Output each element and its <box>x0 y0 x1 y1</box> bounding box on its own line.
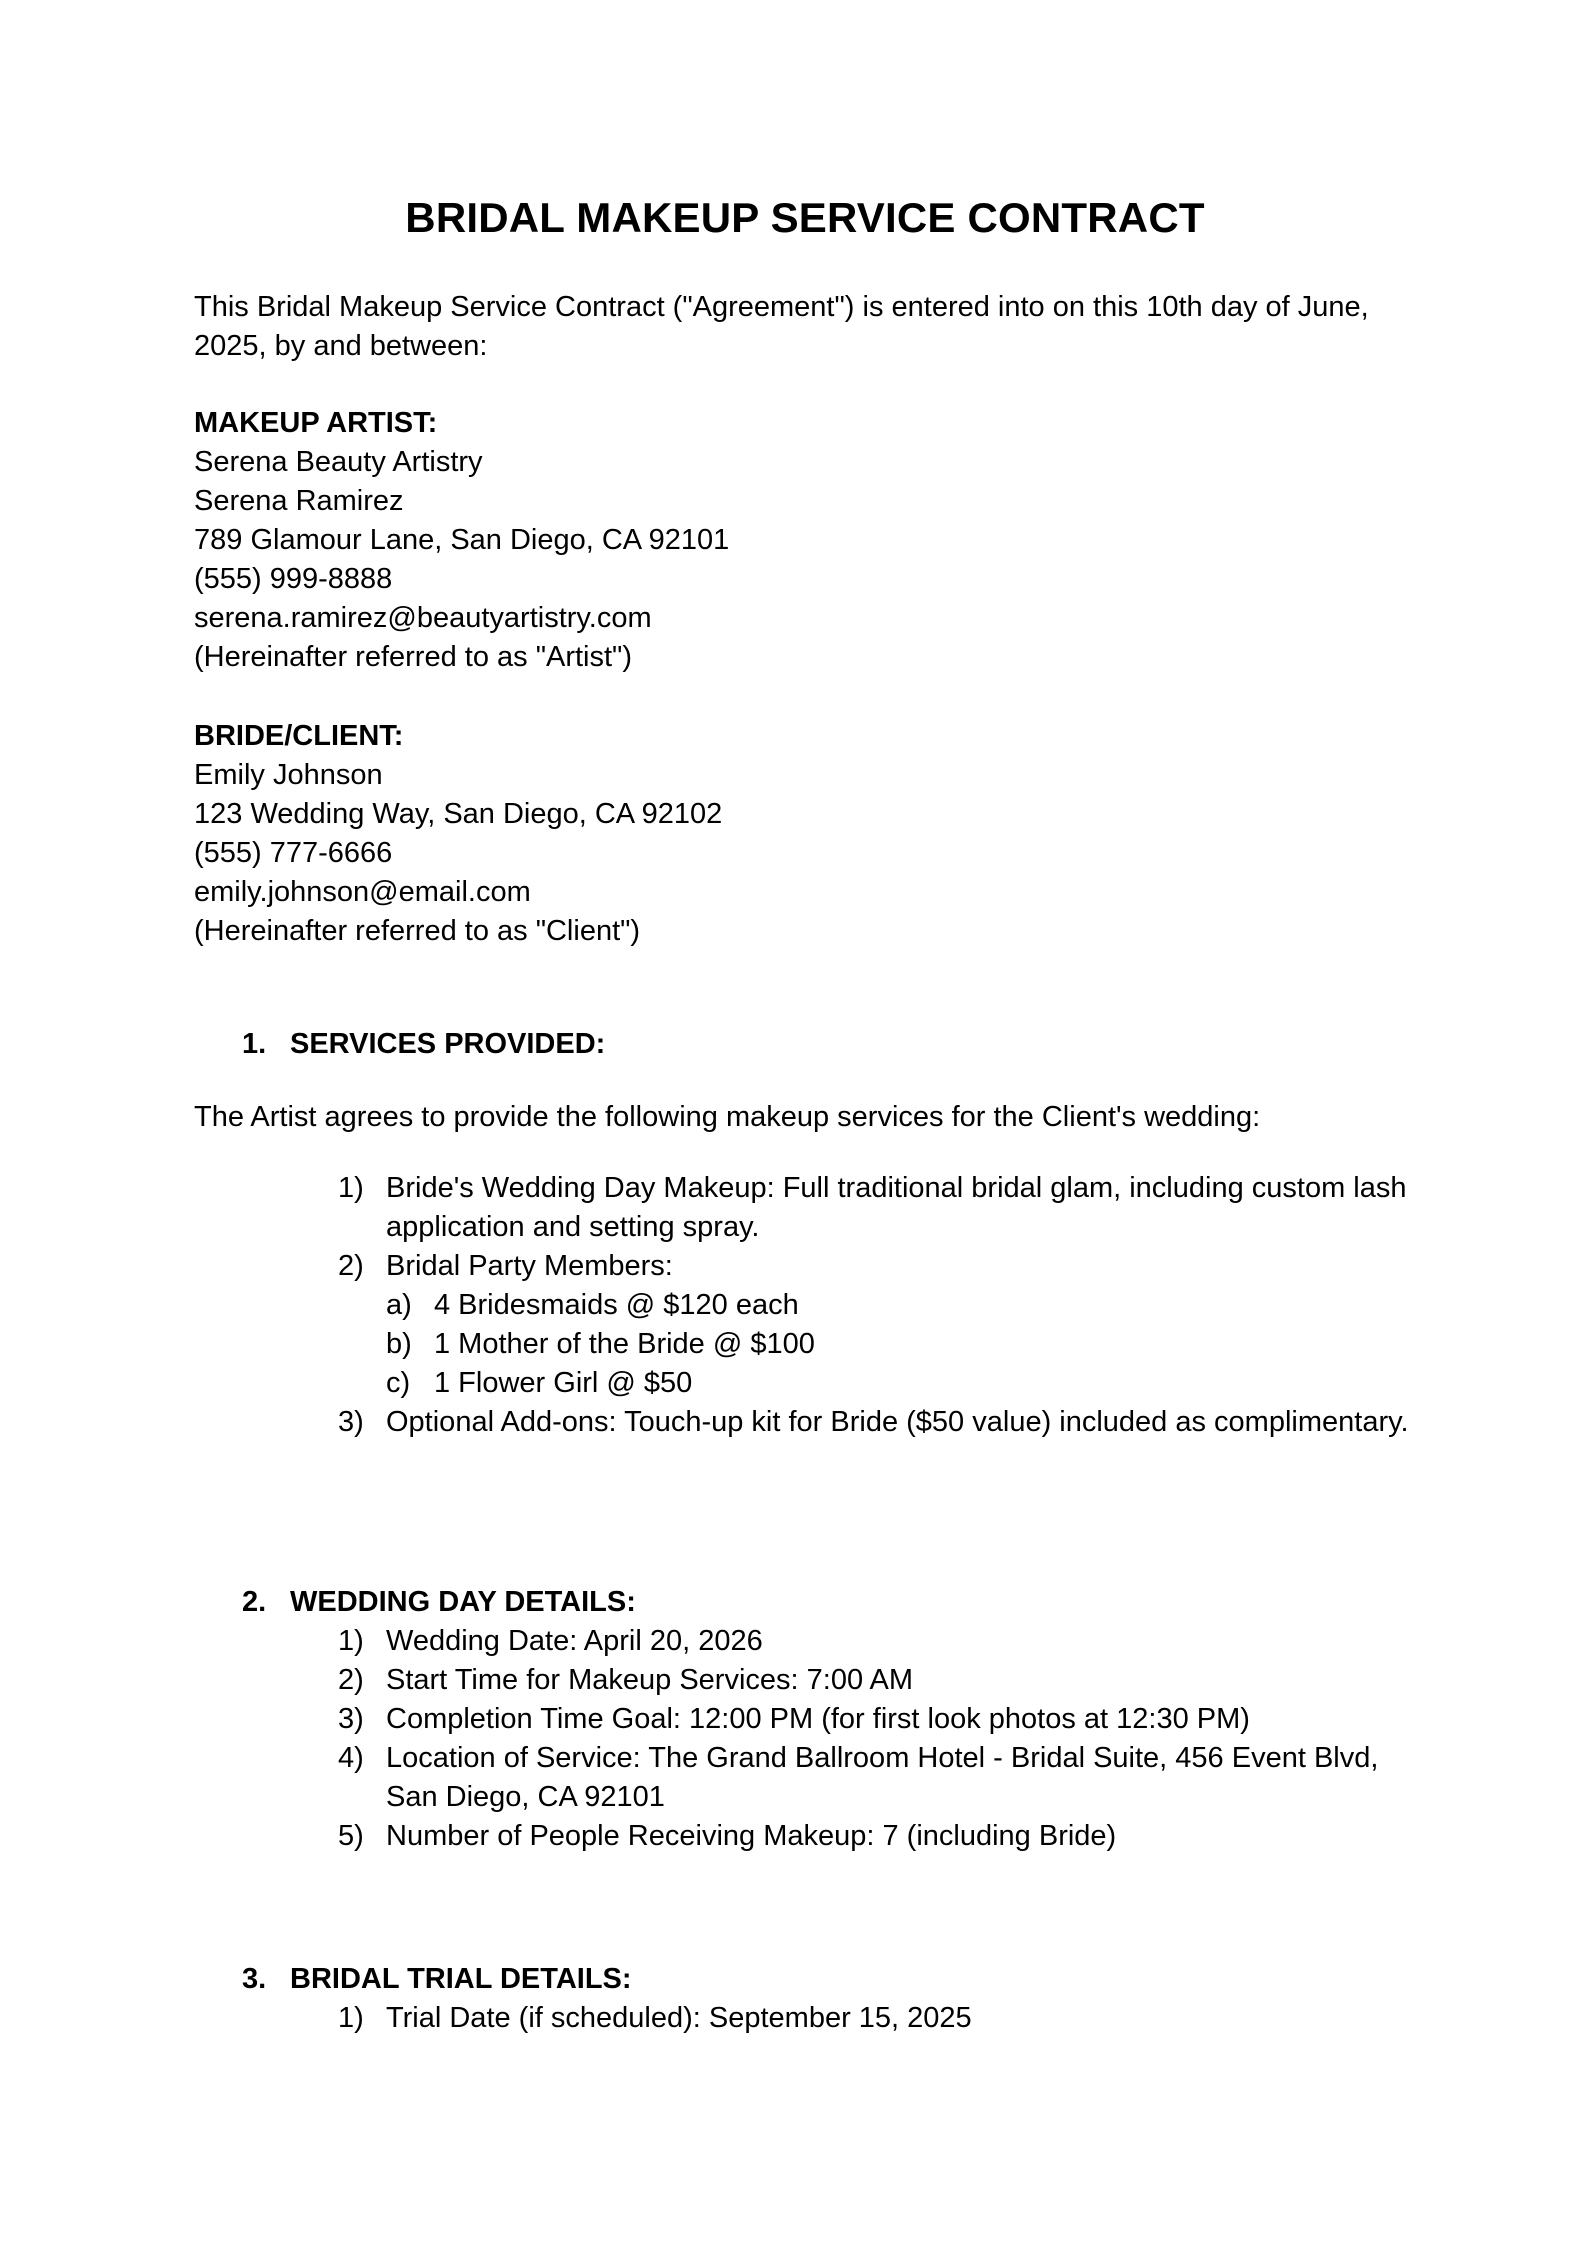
list-item-text: 4 Bridesmaids @ $120 each <box>434 1289 799 1321</box>
list-item <box>338 1999 1418 2038</box>
list-item-text: 1 Flower Girl @ $50 <box>434 1367 693 1399</box>
section-heading-wedding-day <box>242 1583 636 1622</box>
list-item-text: Number of People Receiving Makeup: 7 (including Bride) <box>386 1820 1117 1852</box>
section-heading-trial <box>242 1960 632 1999</box>
section-title: WEDDING DAY DETAILS: <box>290 1586 636 1618</box>
trial-list <box>338 1999 1418 2038</box>
list-marker: 3) <box>338 1406 364 1438</box>
client-phone: (555) 777-6666 <box>194 837 393 869</box>
client-block <box>194 717 1194 951</box>
section-number: 1. <box>242 1028 267 1060</box>
list-item <box>338 1169 1418 1247</box>
list-marker: 1) <box>338 2002 364 2034</box>
list-item-text: Optional Add-ons: Touch-up kit for Bride ($50 value) included as complimentary. <box>386 1406 1409 1438</box>
sublist-item <box>386 1325 1418 1364</box>
list-marker: 3) <box>338 1703 364 1735</box>
document-title: BRIDAL MAKEUP SERVICE CONTRACT <box>405 194 1205 241</box>
list-marker: 5) <box>338 1820 364 1852</box>
intro-paragraph: This Bridal Makeup Service Contract ("Agreement") is entered into on this 10th day of June, 2025, by and between: <box>194 291 1369 362</box>
list-marker: 1) <box>338 1625 364 1657</box>
artist-name: Serena Ramirez <box>194 485 404 517</box>
list-marker: 1) <box>338 1172 364 1204</box>
list-marker: b) <box>386 1328 412 1360</box>
client-email: emily.johnson@email.com <box>194 876 531 908</box>
list-item <box>338 1661 1418 1700</box>
section-heading-services <box>242 1025 605 1064</box>
wedding-day-list <box>338 1622 1418 1856</box>
section-number: 3. <box>242 1963 267 1995</box>
artist-address: 789 Glamour Lane, San Diego, CA 92101 <box>194 524 730 556</box>
client-referred: (Hereinafter referred to as "Client") <box>194 915 641 947</box>
list-marker: a) <box>386 1289 412 1321</box>
sublist-container <box>338 1286 1418 1403</box>
artist-email: serena.ramirez@beautyartistry.com <box>194 602 652 634</box>
list-marker: c) <box>386 1367 411 1399</box>
list-item-text: Bridal Party Members: <box>386 1250 673 1282</box>
sublist-item <box>386 1286 1418 1325</box>
list-item <box>338 1403 1418 1442</box>
list-item-text: Wedding Date: April 20, 2026 <box>386 1625 763 1657</box>
list-marker: 2) <box>338 1250 364 1282</box>
list-marker: 2) <box>338 1664 364 1696</box>
list-item <box>338 1739 1418 1817</box>
list-item-text: Start Time for Makeup Services: 7:00 AM <box>386 1664 914 1696</box>
artist-referred: (Hereinafter referred to as "Artist") <box>194 641 633 673</box>
list-item-text: Completion Time Goal: 12:00 PM (for first look photos at 12:30 PM) <box>386 1703 1250 1735</box>
section-number: 2. <box>242 1586 267 1618</box>
section-title: SERVICES PROVIDED: <box>290 1028 606 1060</box>
list-item-text: Trial Date (if scheduled): September 15, 2025 <box>386 2002 972 2034</box>
artist-phone: (555) 999-8888 <box>194 563 393 595</box>
client-address: 123 Wedding Way, San Diego, CA 92102 <box>194 798 723 830</box>
list-marker: 4) <box>338 1742 364 1774</box>
section-title: BRIDAL TRIAL DETAILS: <box>290 1963 632 1995</box>
list-item <box>338 1700 1418 1739</box>
services-list <box>338 1169 1418 1442</box>
list-item-text: 1 Mother of the Bride @ $100 <box>434 1328 815 1360</box>
list-item <box>338 1817 1418 1856</box>
client-name: Emily Johnson <box>194 759 383 791</box>
list-item-text: Bride's Wedding Day Makeup: Full traditional bridal glam, including custom lash application and setting spray. <box>386 1172 1407 1243</box>
list-item <box>338 1247 1418 1286</box>
bridal-party-sublist <box>386 1286 1418 1403</box>
client-heading: BRIDE/CLIENT: <box>194 720 404 752</box>
artist-block <box>194 404 1194 677</box>
artist-business: Serena Beauty Artistry <box>194 446 483 478</box>
list-item <box>338 1622 1418 1661</box>
list-item-text: Location of Service: The Grand Ballroom Hotel - Bridal Suite, 456 Event Blvd, San Diego, CA 92101 <box>386 1742 1379 1813</box>
sublist-item <box>386 1364 1418 1403</box>
artist-heading: MAKEUP ARTIST: <box>194 407 438 439</box>
services-intro: The Artist agrees to provide the following makeup services for the Client's wedding: <box>194 1101 1261 1133</box>
